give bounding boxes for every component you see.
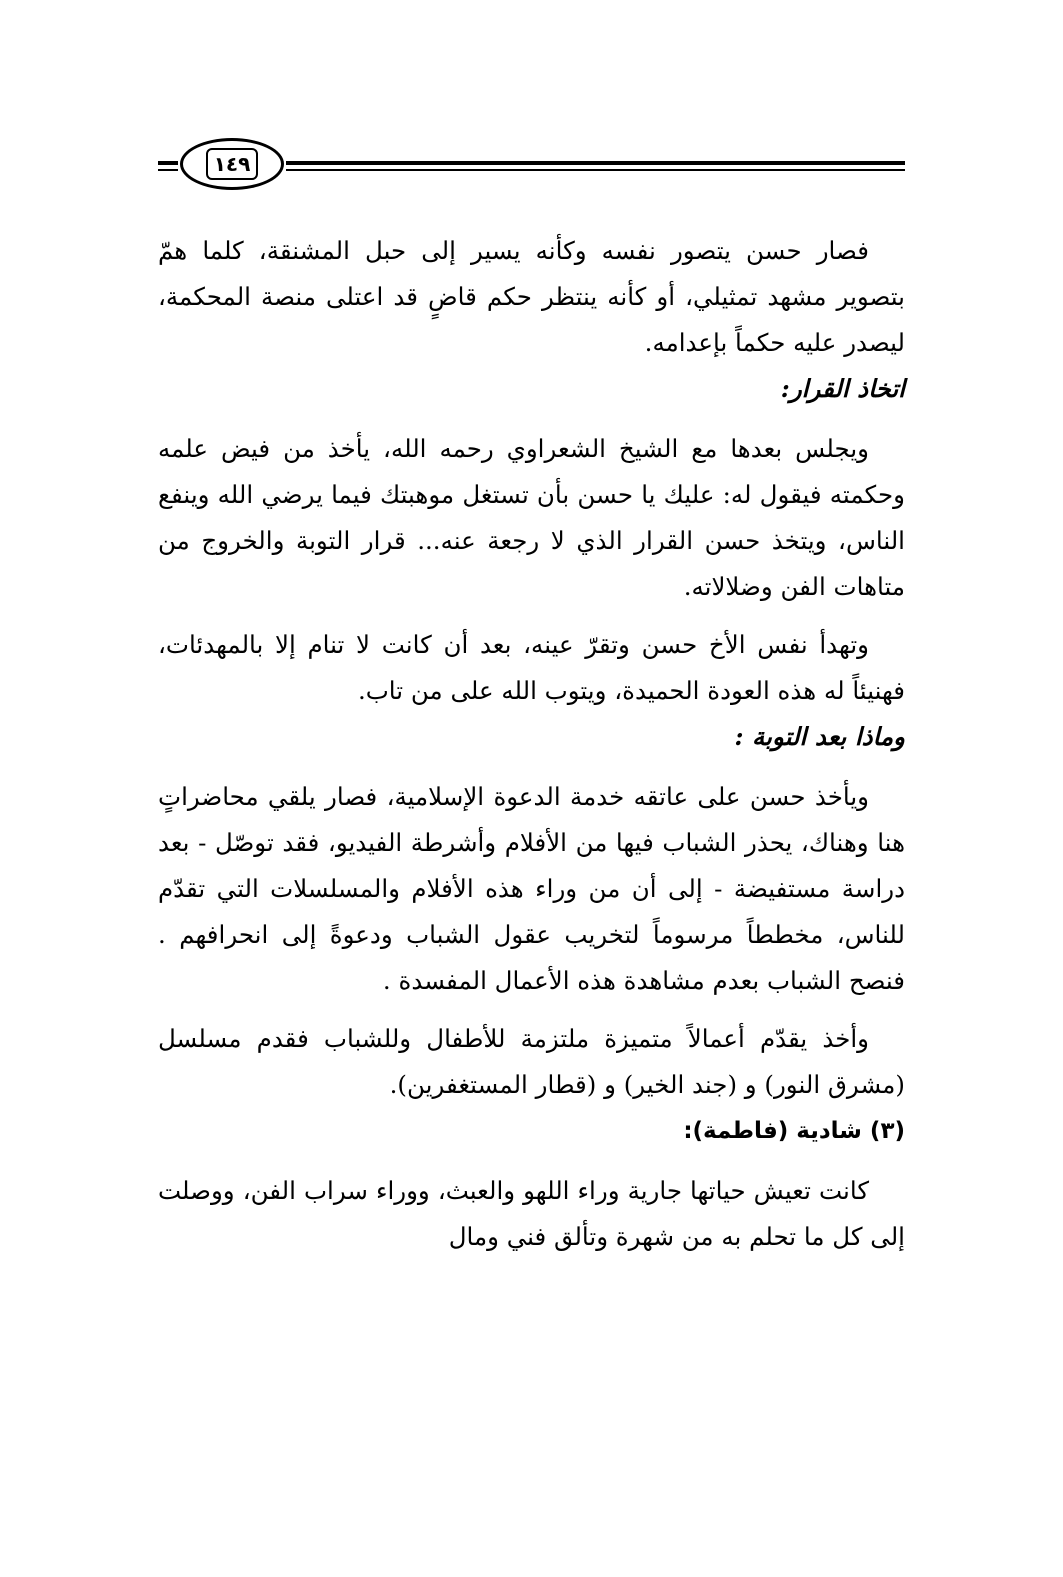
section-heading: (٣) شادية (فاطمة): xyxy=(683,1118,905,1144)
page-body xyxy=(158,228,905,1272)
page-number: ١٤٩ xyxy=(206,148,259,180)
section-heading: وماذا بعد التوبة : xyxy=(734,722,905,751)
paragraph: ويأخذ حسن على عاتقه خدمة الدعوة الإسلامية، فصار يلقي محاضراتٍ هنا وهناك، يحذر الشباب فيها من الأفلام وأشرطة الفيديو، فقد توصّل - بعد دراسة مستفيضة - إلى أن من وراء هذه الأفلام والمسلسلات التي تقدّم للناس، مخططاً مرسوماً لتخريب عقول الشباب ودعوةً إلى انحرافهم . فنصح الشباب بعدم مشاهدة هذه الأعمال المفسدة . xyxy=(158,782,905,995)
page-header xyxy=(158,138,905,190)
paragraph: فصار حسن يتصور نفسه وكأنه يسير إلى حبل المشنقة، كلما همّ بتصوير مشهد تمثيلي، أو كأنه ينتظر حكم قاضٍ قد اعتلى منصة المحكمة، ليصدر عليه حكماً بإعدامه. xyxy=(158,236,906,357)
header-rule-left xyxy=(158,161,178,165)
page-number-badge xyxy=(180,138,284,190)
section-heading: اتخاذ القرار: xyxy=(780,374,905,403)
header-rule-left-thin xyxy=(158,169,178,171)
paragraph: وتهدأ نفس الأخ حسن وتقرّ عينه، بعد أن كانت لا تنام إلا بالمهدئات، فهنيئاً له هذه العودة الحميدة، ويتوب الله على من تاب. xyxy=(158,630,905,705)
header-rule-right xyxy=(286,161,905,165)
paragraph: ويجلس بعدها مع الشيخ الشعراوي رحمه الله، يأخذ من فيض علمه وحكمته فيقول له: عليك يا حسن بأن تستغل موهبتك فيما يرضي الله وينفع الناس، ويتخذ حسن القرار الذي لا رجعة عنه... قرار التوبة والخروج من متاهات الفن وضلالاته. xyxy=(158,434,905,601)
paragraph: كانت تعيش حياتها جارية وراء اللهو والعبث، ووراء سراب الفن، ووصلت إلى كل ما تحلم به من شهرة وتألق فني ومال xyxy=(158,1176,905,1251)
header-rule-right-thin xyxy=(286,169,905,171)
paragraph: وأخذ يقدّم أعمالاً متميزة ملتزمة للأطفال وللشباب فقدم مسلسل (مشرق النور) و (جند الخير) و (قطار المستغفرين). xyxy=(158,1024,905,1099)
